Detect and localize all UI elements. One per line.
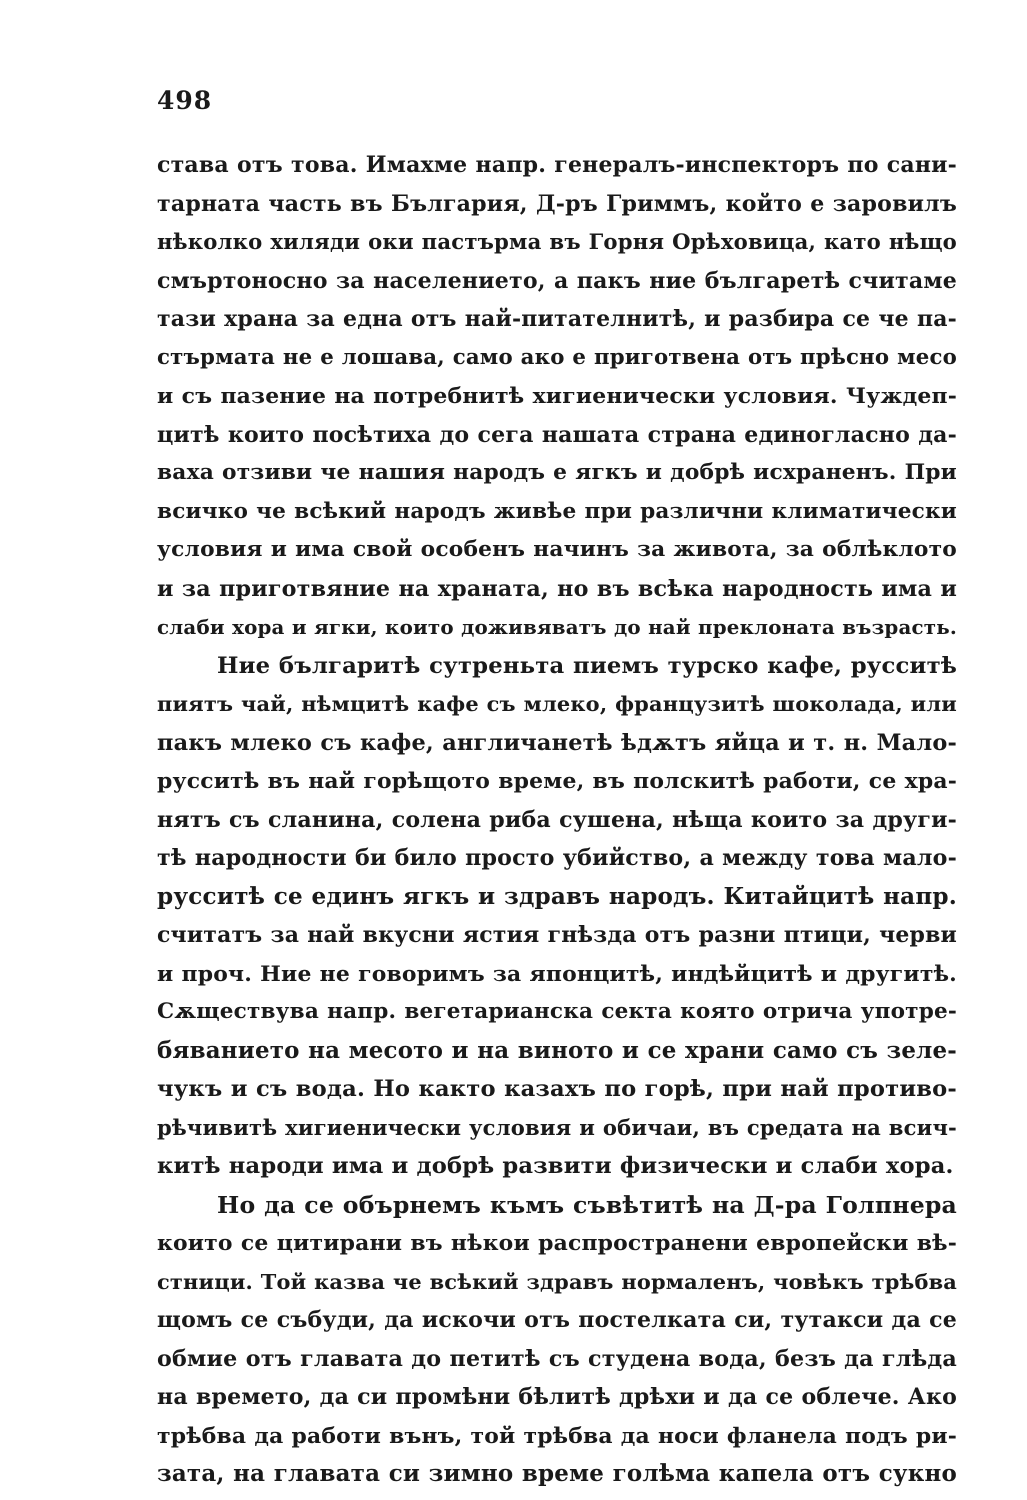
text-line: стници. Той казва че всѣкий здравъ нормаленъ, човѣкъ трѣбва — [157, 1268, 957, 1294]
paragraph-2 — [157, 647, 957, 1186]
text-line: и проч. Ние не говоримъ за японцитѣ, индѣйцитѣ и другитѣ. — [157, 960, 957, 987]
text-line: слаби хора и ягки, които доживяватъ до най преклоната възрасть. — [157, 615, 957, 639]
text-line: обмие отъ главата до петитѣ съ студена вода, безъ да глѣда — [157, 1345, 957, 1372]
text-line: които се цитирани въ нѣкои распространени европейски вѣ- — [157, 1230, 957, 1256]
text-line: рѣчивитѣ хигиенически условия и обичаи, въ средата на всич- — [157, 1114, 957, 1140]
text-line: тѣ народности би било просто убийство, а между това мало- — [157, 845, 957, 871]
text-line: на времето, да си промѣни бѣлитѣ дрѣхи и да се облече. Ако — [157, 1384, 957, 1410]
text-line: условия и има свой особенъ начинъ за живота, за облѣклото — [157, 537, 957, 562]
text-line: смъртоносно за населението, а пакъ ние българетѣ считаме — [157, 267, 957, 294]
paragraph-3 — [157, 1186, 957, 1494]
text-line: стърмата не е лошава, само ако е приготвена отъ прѣсно месо — [157, 344, 957, 370]
text-line: ваха отзиви че нашия народъ е ягкъ и добрѣ исхраненъ. При — [157, 460, 957, 485]
text-line: пиятъ чай, нѣмцитѣ кафе съ млеко, французитѣ шоколада, или — [157, 691, 957, 716]
text-line: всичко че всѣкий народъ живѣе при различни климатически — [157, 498, 957, 524]
text-line: пакъ млеко съ кафе, англичанетѣ ѣдѫтъ яйца и т. н. Мало- — [157, 729, 957, 756]
text-line: Ние българитѣ сутреньта пиемъ турско кафе, русситѣ — [217, 652, 957, 679]
text-line: тарната часть въ България, Д-ръ Гриммъ, който е заровилъ — [157, 190, 957, 217]
text-line: и съ пазение на потребнитѣ хигиенически условия. Чуждеп- — [157, 383, 957, 409]
text-line: трѣбва да работи вънъ, той трѣбва да носи фланела подъ ри- — [157, 1422, 957, 1449]
text-line: чукъ и съ вода. Но както казахъ по горѣ, при най противо- — [157, 1076, 957, 1102]
text-line: става отъ това. Имахме напр. генералъ-инспекторъ по сани- — [157, 152, 957, 178]
paragraph-1 — [157, 146, 957, 647]
text-line: Сѫществува напр. вегетарианска секта която отрича употре- — [157, 999, 957, 1024]
body-text — [157, 146, 957, 1494]
text-line: тази храна за една отъ най-питателнитѣ, и разбира се че па- — [157, 306, 957, 332]
text-line: китѣ народи има и добрѣ развити физически и слаби хора. — [157, 1153, 954, 1179]
text-line: и за приготвяние на храната, но въ всѣка народность има и — [157, 575, 957, 602]
text-line: нятъ съ сланина, солена риба сушена, нѣща които за други- — [157, 806, 957, 833]
text-line: русситѣ въ най горѣщото време, въ полскитѣ работи, се хра- — [157, 768, 957, 794]
text-line: русситѣ се единъ ягкъ и здравъ народъ. Китайцитѣ напр. — [157, 882, 957, 910]
text-line: считатъ за най вкусни ястия гнѣзда отъ разни птици, черви — [157, 922, 957, 948]
text-line: нѣколко хиляди оки пастърма въ Горня Орѣховица, като нѣщо — [157, 229, 957, 254]
text-line: зата, на главата си зимно време голѣма капела отъ сукно — [157, 1460, 957, 1487]
text-line: бяванието на месото и на виното и се храни само съ зеле- — [157, 1036, 957, 1064]
text-line: цитѣ които посѣтиха до сега нашата страна единогласно да- — [157, 421, 957, 448]
text-line: щомъ се събуди, да искочи отъ постелката си, тутакси да се — [157, 1307, 957, 1333]
text-line: Но да се обърнемъ къмъ съвѣтитѣ на Д-ра Голпнера — [217, 1190, 957, 1219]
page-number: 498 — [157, 86, 213, 115]
